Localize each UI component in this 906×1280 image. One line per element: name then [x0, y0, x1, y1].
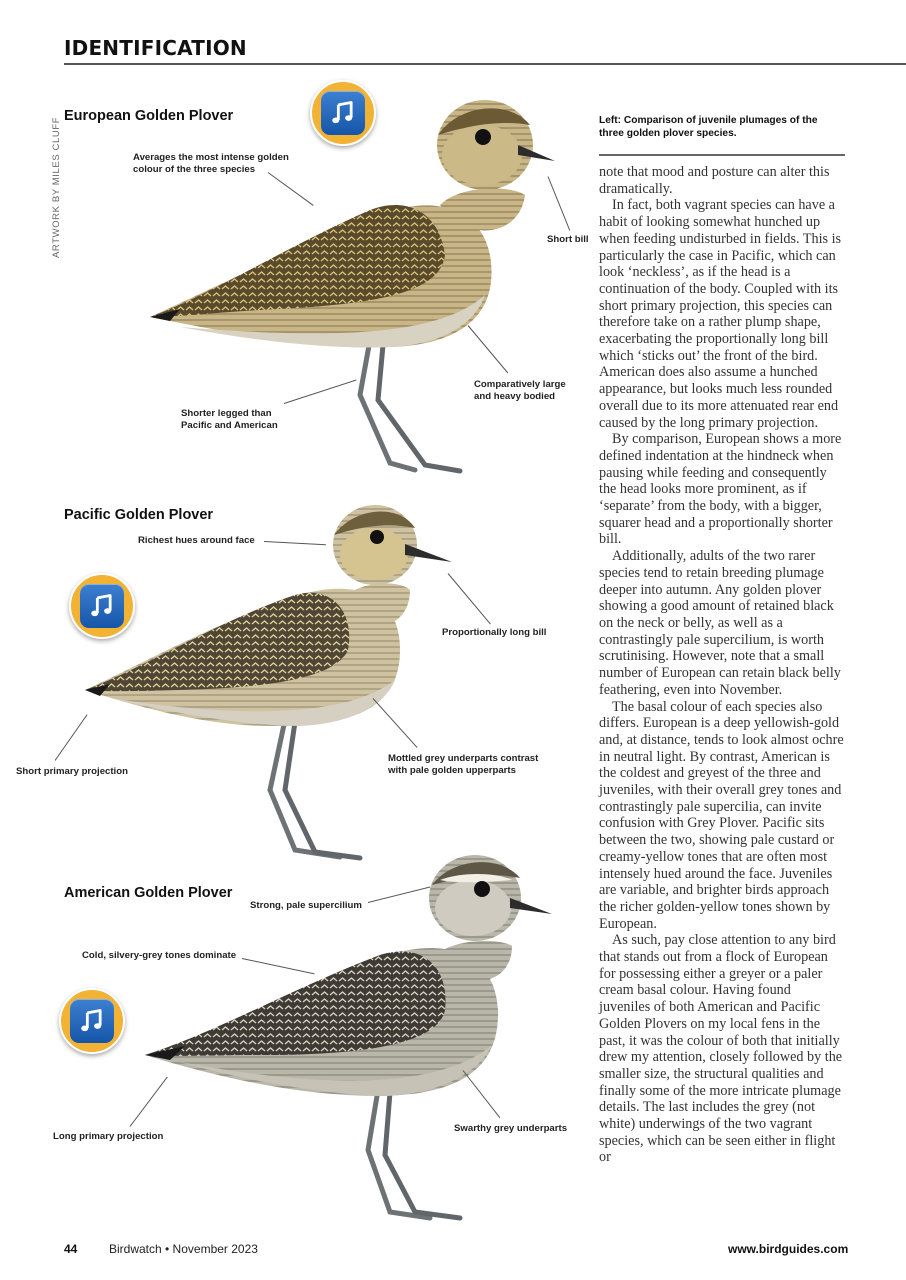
website-link[interactable]: www.birdguides.com: [728, 1242, 849, 1256]
paragraph: By comparison, European shows a more defined indentation at the hindneck when pausing while feeding and consequently the head looks more prominent, as if ‘separate’ from the body, with a bigger, squarer head and a proportionally shorter bill.: [599, 431, 842, 548]
callout-pacific-underparts: Mottled grey underparts contrast with pale golden upperparts: [388, 753, 539, 776]
artwork-credit: ARTWORK BY MILES CLUFF: [51, 116, 62, 258]
callout-american-projection: Long primary projection: [53, 1131, 164, 1142]
title-divider: [64, 63, 906, 65]
magazine-issue: Birdwatch • November 2023: [109, 1242, 258, 1256]
callout-american-underparts: Swarthy grey underparts: [454, 1123, 568, 1134]
species-heading: Pacific Golden Plover: [64, 507, 214, 523]
section-title: IDENTIFICATION: [64, 36, 247, 60]
callout-european-bill: Short bill: [547, 234, 589, 245]
species-heading: American Golden Plover: [64, 885, 233, 901]
paragraph: In fact, both vagrant species can have a habit of looking somewhat hunched up when feeding undisturbed in fields. This is particularly the case in Pacific, which can look ‘neckless’, as if the head is a continuation of the body. Coupled with its short primary projection, this species can therefore take on a rather plump shape, exacerbating the proportionally long bill which ‘sticks out’ the front of the bird. American does also assume a hunched appearance, but looks much less rounded overall due to its more attenuated rear end caused by the long primary projection.: [599, 197, 842, 431]
callout-pacific-face: Richest hues around face: [138, 535, 255, 546]
callout-pacific-bill: Proportionally long bill: [442, 627, 547, 638]
article-body: [599, 164, 845, 1166]
figure-caption: Left: Comparison of juvenile plumages of the three golden plover species.: [599, 115, 818, 139]
audio-tile: [70, 999, 114, 1043]
audio-play-button-american[interactable]: [59, 988, 125, 1054]
callout-european-body: Comparatively large and heavy bodied: [474, 379, 566, 402]
paragraph: As such, pay close attention to any bird that stands out from a flock of European for possessing either a greyer or a paler cream basal colour. Having found juveniles of both American and Pacific Golden Plovers on my local fens in the past, it was the colour of both that initially drew my attention, closely followed by the smaller size, the structural qualities and finally some of the more intricate plumage details. The last includes the grey (not white) underwings of the two vagrant species, which can be seen either in flight or: [599, 932, 843, 1166]
music-note-icon: [78, 1007, 106, 1035]
callout-american-tones: Cold, silvery-grey tones dominate: [82, 950, 237, 961]
paragraph: The basal colour of each species also differs. European is a deep yellowish-gold and, at distance, tends to look almost ochre in neutral light. By contrast, American is the coldest and greyest of the three and juveniles, with their overall grey tones and contrastingly pale supercilia, can invite confusion with Grey Plover. Pacific sits between the two, showing pale custard or creamy-yellow tones that are often most intensely hued around the face. Juveniles are variable, and brighter birds approach the richer golden-yellow tones shown by European.: [599, 698, 844, 932]
paragraph: Additionally, adults of the two rarer species tend to retain breeding plumage deeper into autumn. Any golden plover showing a good amount of retained black on the neck or belly, as well as a contrastingly pale supercilium, is worth scrutinising. However, note that a small number of European can retain black belly feathering, even into November.: [599, 548, 841, 698]
pacific-golden-plover-illustration: [80, 500, 460, 865]
species-heading: European Golden Plover: [64, 108, 234, 124]
page-number: 44: [64, 1242, 78, 1256]
callout-european-legs: Shorter legged than Pacific and American: [181, 408, 278, 431]
callout-european-colour: Averages the most intense golden colour of the three species: [133, 152, 289, 175]
callout-pacific-projection: Short primary projection: [16, 766, 128, 777]
callout-american-supercilium: Strong, pale supercilium: [250, 900, 362, 911]
caption-divider: [599, 154, 845, 156]
paragraph: note that mood and posture can alter this dramatically.: [599, 164, 830, 197]
